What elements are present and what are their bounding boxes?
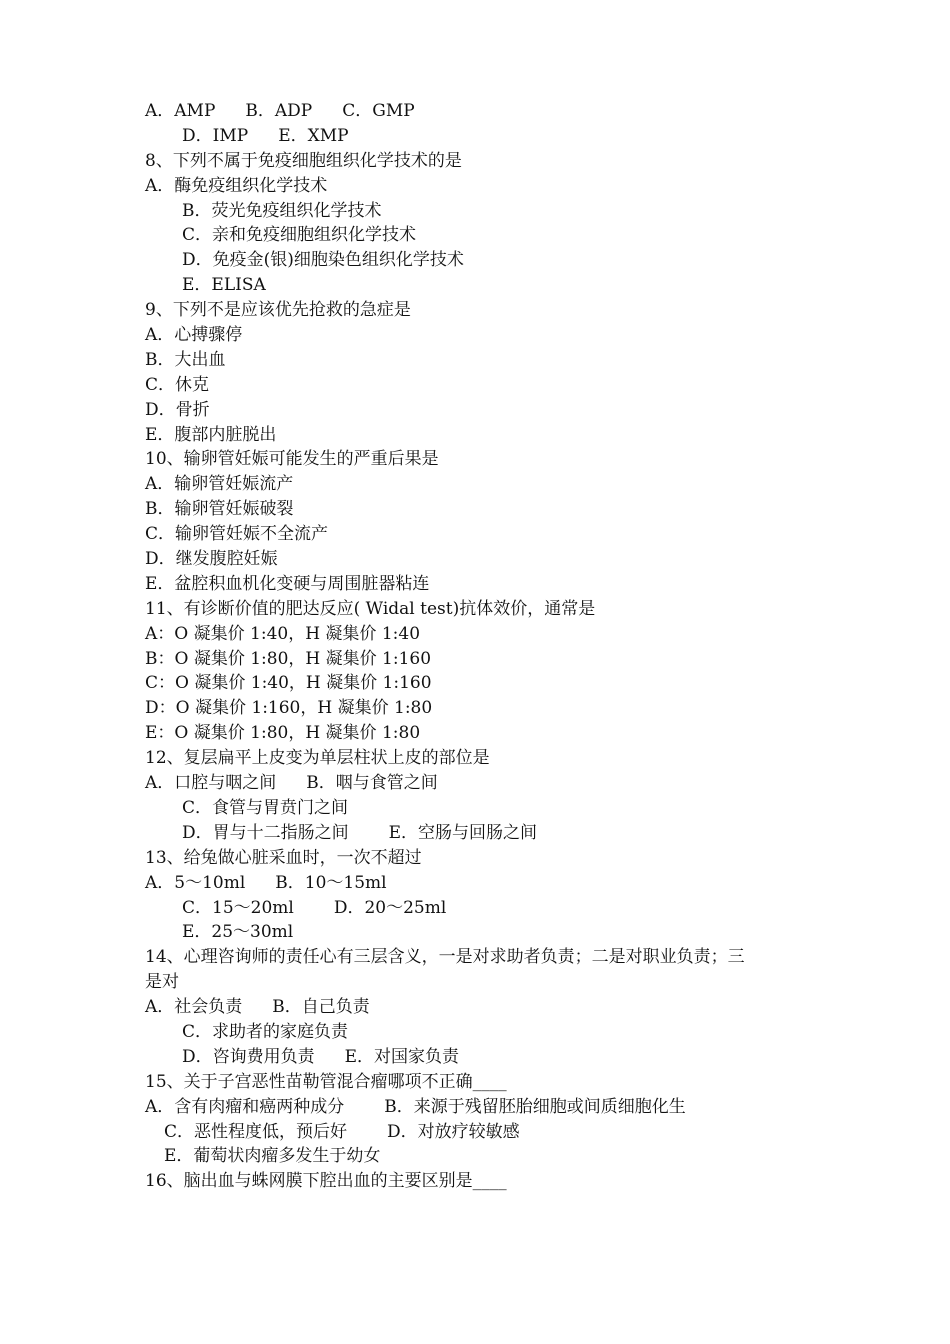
document-page: [0, 99, 950, 1194]
text-line: [0, 298, 950, 323]
text-line: [0, 771, 950, 796]
line-text: 13、给兔做心脏采血时，一次不超过: [145, 847, 422, 868]
text-line: [0, 647, 950, 672]
text-line: [0, 920, 950, 945]
text-line: [0, 423, 950, 448]
line-text: 是对: [145, 972, 179, 993]
text-line: [0, 696, 950, 721]
text-line: [0, 1070, 950, 1095]
line-text: E．ELISA: [182, 275, 266, 296]
text-line: [0, 99, 950, 124]
text-line: [0, 174, 950, 199]
text-line: [0, 622, 950, 647]
line-text: 10、输卵管妊娠可能发生的严重后果是: [145, 449, 439, 470]
text-line: [0, 1045, 950, 1070]
option-text: A．5～10ml: [145, 872, 246, 893]
text-line: [0, 1095, 950, 1120]
line-text: B．输卵管妊娠破裂: [145, 499, 294, 520]
line-text: 16、脑出血与蛛网膜下腔出血的主要区别是____: [145, 1171, 507, 1192]
line-text: C．求助者的家庭负责: [182, 1021, 349, 1042]
option-text: D．IMP: [182, 125, 249, 146]
text-line: [0, 497, 950, 522]
line-text: 11、有诊断价值的肥达反应( Widal test)抗体效价，通常是: [145, 598, 596, 619]
text-line: [0, 248, 950, 273]
text-line: [0, 124, 950, 149]
text-line: [0, 746, 950, 771]
line-text: A．心搏骤停: [145, 325, 243, 346]
option-text: A．口腔与咽之间: [145, 773, 277, 794]
option-text: A．AMP: [145, 101, 216, 121]
text-line: [0, 896, 950, 921]
text-line: [0, 373, 950, 398]
text-line: [0, 398, 950, 423]
line-text: D．继发腹腔妊娠: [145, 549, 278, 570]
line-text: E．盆腔积血机化变硬与周围脏器粘连: [145, 573, 430, 594]
text-line: [0, 1120, 950, 1145]
text-line: [0, 223, 950, 248]
line-text: 12、复层扁平上皮变为单层柱状上皮的部位是: [145, 748, 490, 769]
text-line: [0, 547, 950, 572]
option-text: D．胃与十二指肠之间: [182, 822, 349, 843]
option-text: E．对国家负责: [344, 1046, 460, 1067]
option-text: C．恶性程度低，预后好: [164, 1121, 348, 1142]
line-text: D：O 凝集价 1:160，H 凝集价 1:80: [145, 698, 433, 719]
line-text: D．免疫金(银)细胞染色组织化学技术: [182, 250, 464, 271]
line-text: C．亲和免疫细胞组织化学技术: [182, 225, 417, 246]
option-text: A．社会负责: [145, 997, 243, 1018]
line-text: E．25～30ml: [182, 922, 294, 943]
option-text: B．咽与食管之间: [306, 773, 438, 794]
option-text: B．自己负责: [272, 997, 370, 1018]
text-line: [0, 871, 950, 896]
option-text: D．对放疗较敏感: [387, 1121, 520, 1142]
text-line: [0, 1169, 950, 1194]
text-line: [0, 970, 950, 995]
line-text: E：O 凝集价 1:80，H 凝集价 1:80: [145, 723, 421, 744]
line-text: 14、心理咨询师的责任心有三层含义，一是对求助者负责；二是对职业负责；三: [145, 947, 745, 968]
text-line: [0, 821, 950, 846]
line-text: C．休克: [145, 374, 210, 395]
line-text: D．骨折: [145, 399, 210, 420]
option-text: B．ADP: [245, 101, 313, 121]
text-line: [0, 721, 950, 746]
option-text: A．含有肉瘤和癌两种成分: [145, 1096, 345, 1117]
text-line: [0, 199, 950, 224]
text-line: [0, 796, 950, 821]
line-text: E．葡萄状肉瘤多发生于幼女: [164, 1146, 381, 1167]
option-text: E．XMP: [278, 125, 349, 146]
text-line: [0, 846, 950, 871]
text-line: [0, 447, 950, 472]
line-text: B：O 凝集价 1:80，H 凝集价 1:160: [145, 648, 432, 669]
text-line: [0, 472, 950, 497]
option-text: D．20～25ml: [333, 897, 447, 918]
option-text: D．咨询费用负责: [182, 1046, 315, 1067]
text-line: [0, 1144, 950, 1169]
option-text: C．GMP: [342, 101, 415, 121]
text-line: [0, 995, 950, 1020]
text-line: [0, 945, 950, 970]
text-line: [0, 323, 950, 348]
text-line: [0, 597, 950, 622]
text-line: [0, 671, 950, 696]
line-text: 9、下列不是应该优先抢救的急症是: [145, 300, 411, 321]
line-text: B．荧光免疫组织化学技术: [182, 200, 382, 221]
text-line: [0, 273, 950, 298]
option-text: C．15～20ml: [182, 897, 294, 918]
text-line: [0, 1020, 950, 1045]
line-text: C．食管与胃贲门之间: [182, 797, 349, 818]
line-text: A．酶免疫组织化学技术: [145, 175, 328, 196]
line-text: 15、关于子宫恶性苗勒管混合瘤哪项不正确____: [145, 1071, 507, 1092]
line-text: E．腹部内脏脱出: [145, 424, 277, 445]
line-text: C．输卵管妊娠不全流产: [145, 524, 329, 545]
text-line: [0, 348, 950, 373]
option-text: B．来源于残留胚胎细胞或间质细胞化生: [384, 1096, 686, 1117]
text-line: [0, 149, 950, 174]
line-text: A．输卵管妊娠流产: [145, 474, 294, 495]
line-text: B．大出血: [145, 349, 226, 370]
text-line: [0, 522, 950, 547]
option-text: E．空肠与回肠之间: [388, 822, 538, 843]
option-text: B．10～15ml: [275, 872, 387, 893]
line-text: 8、下列不属于免疫细胞组织化学技术的是: [145, 150, 462, 171]
line-text: A：O 凝集价 1:40，H 凝集价 1:40: [145, 623, 421, 644]
line-text: C：O 凝集价 1:40，H 凝集价 1:160: [145, 673, 432, 694]
text-line: [0, 572, 950, 597]
